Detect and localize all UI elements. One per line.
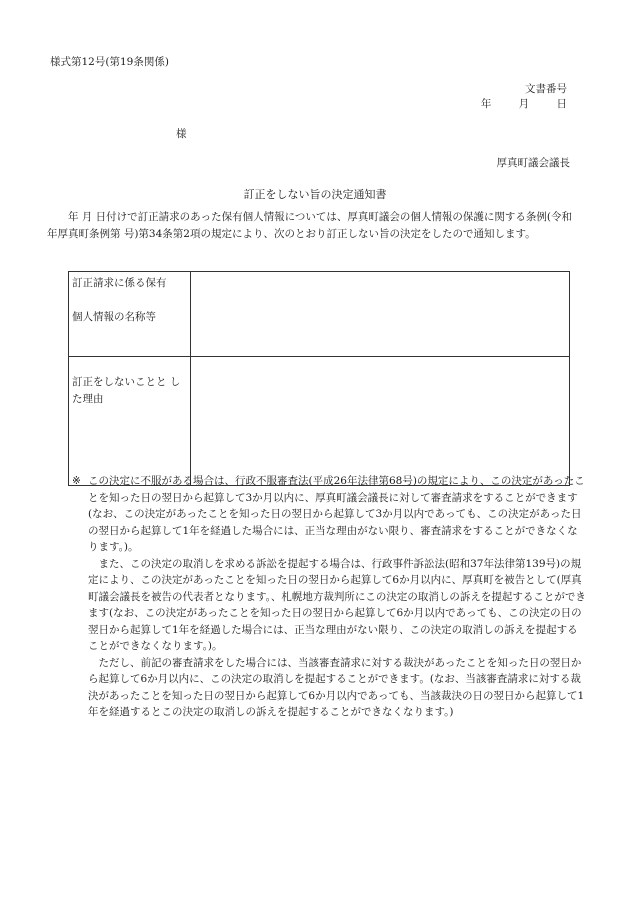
document-number-label: 文書番号 [525,83,567,95]
note-text-1: この決定に不服がある場合は、行政不服審査法(平成26年法律第68号)の規定により、この決定があったことを知った日の翌日から起算して3か月以内に、厚真町議会議長に対して審査請求をすることができます(なお、この決定があったことを知った日の翌日から起算して3か月以内であっても、この決定があった日の翌日から起算して1年を経過した場合には、正当な理由がない限り、審査請求をすることができなくなります。)。 [88,475,585,553]
notes-section [72,473,586,721]
date-day: 日 [556,98,567,110]
note-paragraph-3: ただし、前記の審査請求をした場合には、当該審査請求に対する裁決があったことを知った日の翌日から起算して6か月以内に、この決定の取消しを提起することができます。(なお、当該審査請求に対する裁決があったことを知った日の翌日から起算して6か月以内であっても、当該裁決の日の翌日から起算して1年を経過するとこの決定の取消しの訴えを提起することができなくなります。) [88,656,585,718]
table-row [69,357,570,486]
record-name-value [191,272,570,357]
addressee-suffix: 様 [176,128,187,140]
note-paragraph-2: また、この決定の取消しを求める訴訟を提起する場合は、行政事件訴訟法(昭和37年法律第139号)の規定により、この決定があったことを知った日の翌日から起算して6か月以内に、厚真町を被告として(厚真町議会議長を被告の代表者となります。、札幌地方裁判所にこの決定の取消しの訴えを提起することができます(なお、この決定があったことを知った日の翌日から起算して6か月以内であっても、この決定の日の翌日から起算して1年を経過した場合には、正当な理由がない限り、この決定の取消しの訴えを提起することができなくなります。)。 [88,557,586,652]
date-year: 年 [480,98,492,110]
refusal-reason-value [191,357,570,486]
date-line [481,96,567,111]
refusal-reason-label [69,357,191,486]
table-row [69,272,570,357]
record-name-label-line1: 訂正請求に係る保有 [72,277,167,289]
refusal-reason-label-text: 訂正をしないことと した理由 [72,376,181,405]
record-name-label [69,272,191,357]
form-label: 様式第12号(第19条関係) [50,56,169,68]
note-mark: ※ [72,475,81,487]
date-month: 月 [518,98,530,110]
body-paragraph: 年 月 日付けで訂正請求のあった保有個人情報については、厚真町議会の個人情報の保護に関する条例(令和 年厚真町条例第 号)第34条第2項の規定により、次のとおり訂正しない旨の決定をしたので通知します。 [47,211,572,240]
record-name-label-line2: 個人情報の名称等 [72,311,156,323]
info-table [68,271,570,486]
note-paragraph-1 [72,473,586,556]
document-title: 訂正をしない旨の決定通知書 [243,188,387,201]
issuer-name: 厚真町議会議長 [496,157,570,169]
